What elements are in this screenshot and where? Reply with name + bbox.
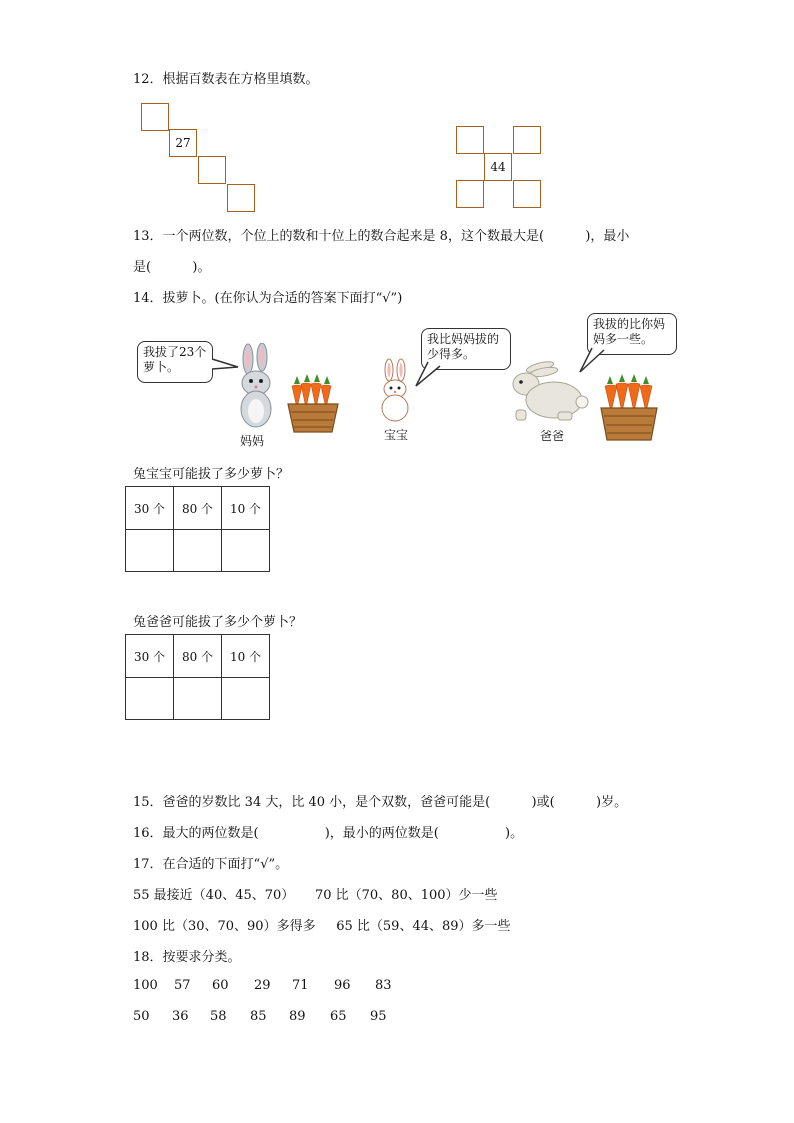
option-cell: 30 个 bbox=[126, 635, 174, 678]
question-baby: 兔宝宝可能拔了多少萝卜？ bbox=[133, 467, 290, 482]
grid-value: 27 bbox=[175, 136, 191, 150]
dad-speech: 我拔的比你妈 妈多一些。 bbox=[593, 317, 666, 346]
answer-cell[interactable] bbox=[174, 678, 222, 720]
mom-name: 妈妈 bbox=[240, 434, 265, 448]
q12-prompt: 12．根据百数表在方格里填数。 bbox=[133, 72, 319, 87]
number-item: 60 bbox=[212, 978, 229, 993]
grid-cell-blank[interactable] bbox=[456, 126, 484, 154]
number-item: 50 bbox=[133, 1009, 150, 1024]
q15: 15．爸爸的岁数比 34 大，比 40 小，是个双数，爸爸可能是( )或( )岁。 bbox=[133, 795, 628, 810]
grid-cell-given bbox=[169, 129, 197, 157]
option-cell: 80 个 bbox=[174, 635, 222, 678]
baby-bubble-tail bbox=[414, 360, 444, 390]
number-item: 65 bbox=[330, 1009, 347, 1024]
q13-line2: 是( )。 bbox=[133, 260, 211, 275]
baby-speech: 我比妈妈拔的 少得多。 bbox=[427, 332, 500, 361]
number-item: 96 bbox=[334, 978, 351, 993]
q16: 16．最大的两位数是( )，最小的两位数是( )。 bbox=[133, 826, 524, 841]
mom-speech: 我拔了23个 萝卜。 bbox=[143, 345, 207, 374]
number-item: 29 bbox=[254, 978, 271, 993]
option-cell: 80 个 bbox=[174, 487, 222, 530]
grid-cell-blank[interactable] bbox=[513, 126, 541, 154]
answer-cell[interactable] bbox=[222, 678, 270, 720]
grid-cell-given bbox=[484, 153, 512, 181]
answer-table-dad bbox=[125, 634, 270, 720]
grid-cell-blank[interactable] bbox=[513, 180, 541, 208]
answer-table-baby bbox=[125, 486, 270, 572]
grid-cell-blank[interactable] bbox=[198, 156, 226, 184]
option-cell: 10 个 bbox=[222, 487, 270, 530]
number-item: 85 bbox=[250, 1009, 267, 1024]
number-item: 95 bbox=[370, 1009, 387, 1024]
baby-name: 宝宝 bbox=[384, 428, 409, 442]
question-dad: 兔爸爸可能拔了多少个萝卜？ bbox=[133, 615, 303, 630]
baby-rabbit-icon bbox=[377, 358, 413, 424]
dad-rabbit-icon bbox=[506, 358, 590, 424]
option-cell: 10 个 bbox=[222, 635, 270, 678]
grid-cell-blank[interactable] bbox=[227, 184, 255, 212]
q14-prompt: 14．拔萝卜。(在你认为合适的答案下面打“√”) bbox=[133, 291, 403, 306]
q17-line2: 100 比（30、70、90）多得多 65 比（59、44、89）多一些 bbox=[133, 919, 511, 934]
grid-value: 44 bbox=[490, 160, 506, 174]
number-item: 58 bbox=[210, 1009, 227, 1024]
number-item: 57 bbox=[174, 978, 191, 993]
answer-cell[interactable] bbox=[126, 530, 174, 572]
answer-cell[interactable] bbox=[222, 530, 270, 572]
answer-cell[interactable] bbox=[174, 530, 222, 572]
number-item: 36 bbox=[172, 1009, 189, 1024]
q17-line1: 55 最接近（40、45、70） 70 比（70、80、100）少一些 bbox=[133, 888, 498, 903]
q17-prompt: 17．在合适的下面打“√”。 bbox=[133, 857, 289, 872]
carrot-basket-icon bbox=[597, 374, 661, 444]
q13-line1: 13．一个两位数，个位上的数和十位上的数合起来是 8，这个数最大是( )，最小 bbox=[133, 229, 630, 244]
number-item: 71 bbox=[292, 978, 309, 993]
q18-prompt: 18．按要求分类。 bbox=[133, 950, 241, 965]
number-item: 83 bbox=[375, 978, 392, 993]
dad-name: 爸爸 bbox=[540, 429, 565, 443]
grid-cell-blank[interactable] bbox=[456, 180, 484, 208]
answer-cell[interactable] bbox=[126, 678, 174, 720]
number-item: 100 bbox=[133, 978, 158, 993]
number-item: 89 bbox=[289, 1009, 306, 1024]
grid-cell-blank[interactable] bbox=[141, 103, 169, 131]
carrot-basket-icon bbox=[284, 374, 342, 436]
mom-rabbit-icon bbox=[232, 343, 280, 431]
mom-speech-bubble bbox=[137, 341, 213, 383]
option-cell: 30 个 bbox=[126, 487, 174, 530]
